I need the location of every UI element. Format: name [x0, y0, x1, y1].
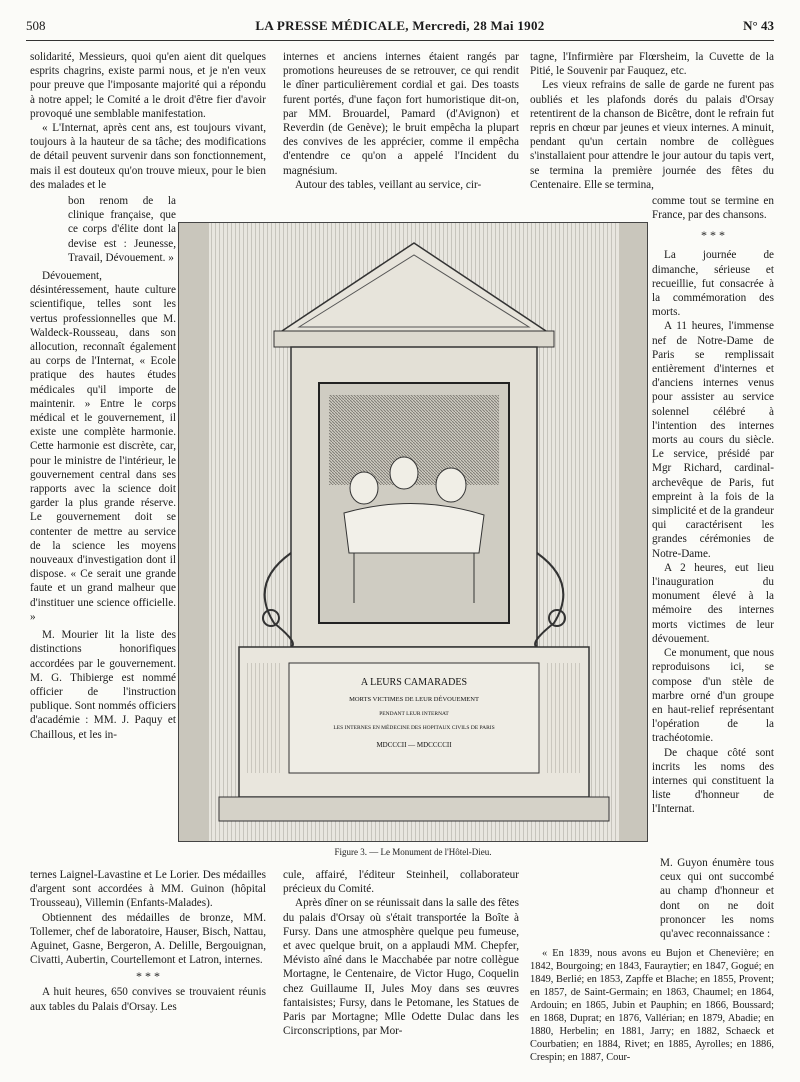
paragraph: bon renom de la clinique française, que ce corps d'élite dont la devise est : Jeunesse, Travail, Dévouement. »: [68, 195, 176, 264]
column-3-beside-figure: [652, 194, 774, 817]
inscription-line-4: LES INTERNES EN MÉDECINE DES HOPITAUX CIVILS DE PARIS: [333, 725, 495, 731]
inscription-line-1: A LEURS CAMARADES: [360, 677, 468, 688]
paragraph: Dévouement, désintéressement, haute culture scientifique, telles sont les vertus professionnelles que M. Waldeck-Rousseau, dans son allocution, reconnaît également au corps de l'Internat, « Ecole pratique des hautes études médicales qu'il importe de maintenir. » Entre le corps médical et le gouvernement, il existe une complète harmonie. Cette harmonie est discrète, car, pour le ministre de l'intérieur, le gouvernement central dans ses rapports avec la science doit garder la plus grande réserve. Le gouvernement doit se contenter de mettre au service de la science les moyens nouveaux d'investigation dont il dispose. « Ce serait une grande faute et un grand malheur que d'instituer une science officielle. »: [30, 270, 176, 623]
column-3-bottom: [530, 856, 774, 1064]
journal-name: LA PRESSE MÉDICALE,: [255, 18, 409, 33]
asterism: * * *: [701, 228, 725, 243]
inscription-line-2: MORTS VICTIMES DE LEUR DÉVOUEMENT: [349, 696, 479, 703]
paragraph: Après dîner on se réunissait dans la salle des fêtes du palais d'Orsay où s'était transportée la Boîte à Fursy. Dans une atmosphère quelque peu fumeuse, et avec quelque bruit, on a applaudi MM. Chepfer, Mévisto aîné dans le Macchabée par notre collègue Mortagne, le Centenaire, de Victor Hugo, Coquelin chez Guillaume II, Jules Moy dans ses œuvres fantaisistes; Fursy, dans le Petomane, les Statues de Paris par Mortagne; Mlle Odette Dulac dans les Circonscriptions, par Mor-: [283, 897, 519, 1038]
column-1-beside-figure: [30, 194, 176, 742]
paragraph: tagne, l'Infirmière par Flœrsheim, la Cuvette de la Pitié, le Souvenir par Fauquez, etc.: [530, 51, 774, 78]
paragraph: Ce monument, que nous reproduisons ici, se compose d'un stèle de marbre orné d'un groupe en haut-relief représentant l'opération de la trachéotomie.: [652, 647, 774, 745]
paragraph: Obtiennent des médailles de bronze, MM. Tollemer, chef de laboratoire, Hauser, Bisch, Nattau, Aguinet, Gasne, Bergeron, A. Delille, Bergouignan, Civatti, Aubertin, Courtellemont et Latron, internes.: [30, 911, 266, 967]
monument-illustration: [178, 222, 648, 842]
column-3-top: [530, 50, 774, 192]
journal-title: [26, 18, 774, 34]
monument-engraving: [179, 223, 648, 842]
paragraph: ternes Laignel-Lavastine et Le Lorier. Des médailles d'argent sont accordées à MM. Guinon (hôpital Trousseau), Villemin (Enfants-Malades).: [30, 869, 266, 910]
issue-date: Mercredi, 28 Mai 1902: [412, 18, 545, 33]
page-header: [26, 18, 774, 38]
paragraph: A 2 heures, eut lieu l'inauguration du monument élevé à la mémoire des internes morts victimes de leur dévouement.: [652, 561, 774, 645]
figure-caption: Figure 3. — Le Monument de l'Hôtel-Dieu.: [334, 847, 492, 857]
paragraph: Autour des tables, veillant au service, cir-: [295, 178, 482, 191]
issue-number: N° 43: [743, 18, 774, 33]
paragraph: « En 1839, nous avons eu Bujon et Chenevière; en 1842, Bourgoing; en 1843, Fauraytier; en 1847, Gogué; en 1849, Berlié; en 1853, Zapffe et Blache; en 1855, Provent; en 1857, de Saint-Germain; en 1863, Chaumel; en 1864, Ardouin; en 1865, Jubin et Pauphin; en 1866, Boussard; en 1868, Duprat; en 1876, Vallérian; en 1879, Abadie; en 1880, Herbelin; en 1881, Jarry; en 1882, Schaeck et Courbatien; en 1884, Rivet; en 1885, Ayrolles; en 1886, Crespin; en 1887, Cour-: [530, 948, 774, 1064]
paragraph: cule, affairé, l'éditeur Steinheil, collaborateur précieux du Comité.: [283, 869, 519, 896]
page-number: 508: [26, 18, 46, 33]
asterism: * * *: [136, 969, 160, 984]
paragraph: La journée de dimanche, sérieuse et recueillie, fut consacrée à la commémoration des morts.: [652, 249, 774, 319]
inscription-line-3: PENDANT LEUR INTERNAT: [379, 711, 449, 717]
header-rule: [26, 40, 774, 41]
paragraph: De chaque côté sont incrits les noms des internes qui constituent la liste d'honneur de l'Internat.: [652, 746, 774, 816]
paragraph: internes et anciens internes étaient rangés par promotions heureuses de se retrouver, ce qui rendit le dîner particulièrement cordial et gai. Des toasts furent portés, d'une façon fort humoristique dit-on, par MM. Brouardel, Pamard (d'Avignon) et Reverdin (de Genève); le bruit empêcha la plupart des convives de les apprécier, comme il empêcha d'entendre ce qu'on a appelé l'Incident du magnésium.: [283, 51, 519, 177]
column-2-top: [283, 50, 519, 192]
inscription-line-5: MDCCCII — MDCCCCII: [376, 741, 452, 749]
column-2-bottom: [283, 868, 519, 1038]
column-1-top: [30, 50, 266, 192]
paragraph: Les vieux refrains de salle de garde ne furent pas oubliés et les plafonds dorés du palais d'Orsay retentirent de la chanson de Bicêtre, dont le refrain fut repris en chœur par jeunes et vieux internes. A minuit, pendant qu'un certain nombre de collègues s'installaient pour attendre le jour autour du tapis vert, se termina la première journée des fêtes du Centenaire. Elle se termina,: [530, 79, 774, 191]
paragraph: A 11 heures, l'immense nef de Notre-Dame de Paris se remplissait entièrement d'internes et d'anciens internes venus pour assister au service solennel célébré à l'intention des internes morts au cours du siècle. Le service, présidé par Mgr Richard, cardinal-archevêque de Paris, fut empreint à la fois de la simplicité et de la grandeur qui caractérisent les grandes cérémonies de Notre-Dame.: [652, 320, 774, 560]
paragraph: M. Guyon énumère tous ceux qui ont succombé au champ d'honneur et dont on ne doit prononcer les noms qu'avec reconnaissance :: [660, 857, 774, 941]
paragraph: comme tout se termine en France, par des chansons.: [652, 195, 774, 222]
paragraph: solidarité, Messieurs, quoi qu'en aient dit quelques esprits chagrins, existe parmi nous, et je n'en veux pour preuve que l'imposante majorité qui a répondu à notre appel; le Comité a le droit d'être fier d'avoir provoqué une semblable manifestation.: [30, 51, 266, 120]
paragraph: M. Mourier lit la liste des distinctions honorifiques accordées par le gouvernement. M. G. Thibierge est nommé officier de l'instruction publique. Sont nommés officiers d'académie : MM. J. Paquy et Chaillous, et les in-: [30, 629, 176, 741]
column-1-bottom: [30, 868, 266, 1014]
paragraph: A huit heures, 650 convives se trouvaient réunis aux tables du Palais d'Orsay. Les: [30, 986, 266, 1013]
paragraph: « L'Internat, après cent ans, est toujours vivant, toujours à la hauteur de sa tâche; des modifications de détail peuvent survenir dans son fonctionnement, mais il est douteux qu'on trouve mieux, pour le bien des malades et le: [30, 122, 266, 191]
